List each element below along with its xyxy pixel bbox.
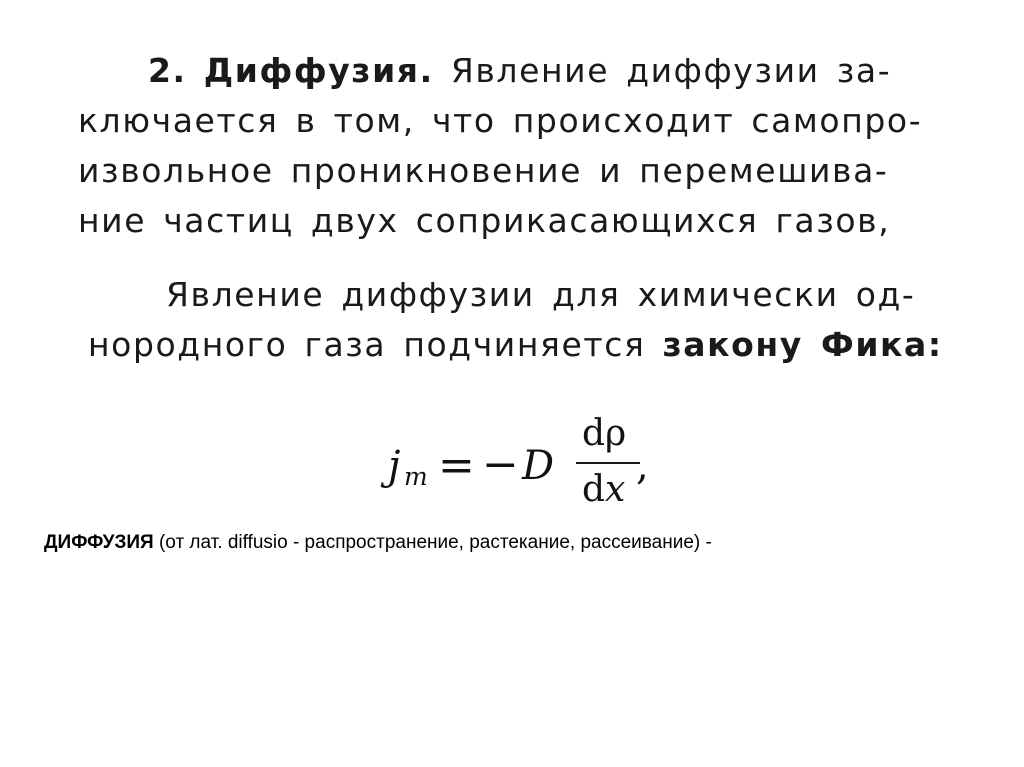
minus-sign: − [482, 439, 519, 490]
fraction-denominator [582, 469, 626, 510]
coordinate-x: x [605, 469, 626, 510]
paragraph-line [88, 320, 943, 370]
definition-text: (от лат. diffusio - распространение, растекание, рассеивание) - [153, 532, 712, 553]
formula-comma: , [636, 443, 649, 489]
paragraph-line: извольное проникновение и перемешива- [78, 151, 889, 190]
flux-subscript: m [404, 462, 428, 491]
fraction-bar [576, 462, 640, 464]
definition-term: ДИФФУЗИЯ [44, 532, 154, 553]
paragraph-line: ние частиц двух соприкасающихся газов, [78, 201, 891, 240]
scanned-paragraph-diffusion [78, 46, 922, 246]
paragraph-line-text: Явление диффузии за- [450, 51, 892, 90]
equals-sign: = [438, 440, 475, 491]
fick-law-formula [378, 413, 698, 516]
section-number: 2. [148, 51, 187, 90]
definition-line [44, 532, 712, 554]
paragraph-line: Явление диффузии для химически од- [166, 275, 916, 314]
fraction-numerator: dρ [582, 413, 627, 454]
flux-symbol: j [388, 443, 401, 489]
fick-law-term: закону Фика: [662, 325, 943, 364]
scanned-paragraph-fick-law [88, 270, 943, 370]
differential-d: d [582, 469, 606, 510]
paragraph-line: ключается в том, что происходит самопро- [78, 101, 923, 140]
diffusion-coefficient: D [522, 443, 555, 489]
section-title: Диффузия. [203, 51, 434, 90]
paragraph-line [78, 46, 922, 96]
paragraph-line-text: нородного газа подчиняется [88, 325, 663, 364]
